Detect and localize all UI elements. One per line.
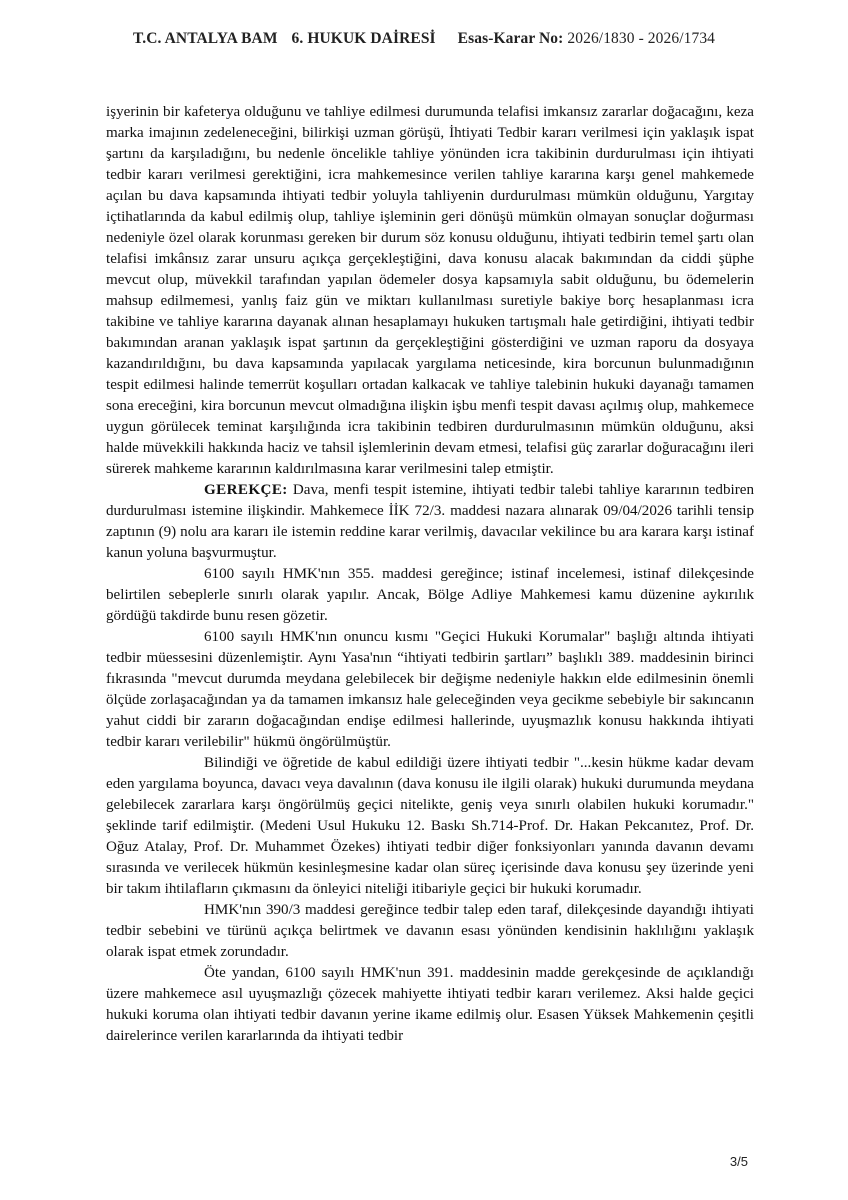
page-number: 3/5 xyxy=(729,1154,748,1169)
paragraph-5: Bilindiği ve öğretide de kabul edildiği üzere ihtiyati tedbir "...kesin hükme kadar devam eden yargılama boyunca, davacı veya davalının (dava konusu ile ilgili olarak) hukuki durumunda meydana gelebilecek zararlara karşı öngörülmüş geçici nitelikte, geniş veya sınırlı olabilen hukuki korumadır." şeklinde tarif edilmiştir. (Medeni Usul Hukuku 12. Baskı Sh.714-Prof. Dr. Hakan Pekcanıtez, Prof. Dr. Oğuz Atalay, Prof. Dr. Muhammet Özekes) ihtiyati tedbir diğer fonksiyonları yanında davanın devamı sırasında ve verilecek hükmün kesinleşmesine kadar olan süreç içerisinde dava konusu şey üzerinde yeni bir takım ihtilafların çıkmasını da önleyici niteliği itibariyle geçici bir hukuki korumadır. xyxy=(106,755,754,897)
document-header xyxy=(0,30,848,48)
case-label: Esas-Karar No: xyxy=(457,30,564,47)
paragraph-1: işyerinin bir kafeterya olduğunu ve tahliye edilmesi durumunda telafisi imkansız zararlar doğacağını, keza marka imajının zedeleneceğini, bilirkişi uzman görüşü, İhtiyati Tedbir kararı verilmesi için yaklaşık ispat şartını da karşıladığını, bu nedenle öncelikle tahliye yönünden icra takibinin durdurulması için ihtiyati tedbir kararı verilmesi gerektiğini, icra mahkemesince verilen tahliye kararına karşı genel mahkemede açılan bu dava kapsamında ihtiyati tedbir yoluyla tahliyenin durdurulması mümkün olduğunu, Yargıtay içtihatlarında da kabul edilmiş olup, tahliye işleminin geri dönüşü mümkün olmayan sonuçlar doğurması nedeniyle özel olarak korunması gereken bir durum söz konusu olduğunu, ihtiyati tedbirin temel şartı olan telafisi imkânsız zarar unsuru açıkça gerçekleştiğini, dava konusu alacak bakımından da ciddi şüphe mevcut olup, müvekkil tarafından yapılan ödemeler dosya kapsamıyla sabit olduğunu, bu ödemelerin mahsup edilmemesi, yanlış faiz gün ve miktarı kullanılması suretiyle bakiye borç hesaplanması icra takibine ve tahliye kararına dayanak alınan hesaplamayı hukuken tartışmalı hale getirdiğini, ihtiyati tedbir bakımından aranan yaklaşık ispat şartının da gerçekleştiğini gösterdiğini ve uzman raporu da dosyaya kazandırıldığını, bu dava kapsamında yapılacak yargılama neticesinde, kira borcunun bulunmadığının tespit edilmesi halinde temerrüt koşulları ortadan kalkacak ve tahliye talebinin hukuki dayanağı tamamen sona ereceğini, kira borcunun mevcut olmadığına ilişkin işbu menfi tespit davası açılmış olup, mahkemece uygun görülecek teminat karşılığında icra takibinin tedbiren durdurulmasının mümkün olduğunu, aksi halde müvekkili hakkında haciz ve tahsil işlemlerinin devam etmesi, telafisi güç zararlar doğuracağını ileri sürerek mahkeme kararının kaldırılmasına karar verilmesini talep etmiştir. xyxy=(106,104,754,477)
court-name: T.C. ANTALYA BAM xyxy=(132,30,278,47)
gerekce-heading: GEREKÇE: xyxy=(204,482,288,498)
case-number: 2026/1830 - 2026/1734 xyxy=(567,30,716,47)
paragraph-4: 6100 sayılı HMK'nın onuncu kısmı "Geçici Hukuki Korumalar" başlığı altında ihtiyati tedbir müessesini düzenlemiştir. Aynı Yasa'nın “ihtiyati tedbirin şartları” başlıklı 389. maddesinin birinci fıkrasında "mevcut durumda meydana gelebilecek bir değişme nedeniyle hakkın elde edilmesinin önemli ölçüde zorlaşacağından ya da tamamen imkansız hale geleceğinden veya gecikme sebebiyle bir sakıncanın yahut ciddi bir zararın doğacağından endişe edilmesi hallerinde, uyuşmazlık konusu hakkında ihtiyati tedbir kararı verilebilir" hükmü öngörülmüştür. xyxy=(106,629,754,750)
paragraph-3: 6100 sayılı HMK'nın 355. maddesi gereğince; istinaf incelemesi, istinaf dilekçesinde belirtilen sebeplerle sınırlı olarak yapılır. Ancak, Bölge Adliye Mahkemesi kamu düzenine aykırılık gördüğü takdirde bunu resen gözetir. xyxy=(106,566,754,624)
paragraph-gerekce xyxy=(106,480,754,564)
paragraph-7: Öte yandan, 6100 sayılı HMK'nun 391. maddesinin madde gerekçesinde de açıklandığı üzere mahkemece asıl uyuşmazlığı çözecek mahiyette ihtiyati tedbir kararı verilemez. Aksi halde geçici hukuki koruma olan ihtiyati tedbir davanın yerine ikame edilmiş olur. Esasen Yüksek Mahkemenin çeşitli dairelerince verilen kararlarında da ihtiyati tedbir xyxy=(106,965,754,1044)
chamber-name: 6. HUKUK DAİRESİ xyxy=(291,30,436,47)
paragraph-6: HMK'nın 390/3 maddesi gereğince tedbir talep eden taraf, dilekçesinde dayandığı ihtiyati tedbir sebebini ve türünü açıkça belirtmek ve davanın esası yönünden kendisinin haklılığını yaklaşık olarak ispat etmek zorundadır. xyxy=(106,902,754,960)
gerekce-text: Dava, menfi tespit istemine, ihtiyati tedbir talebi tahliye kararının tedbiren durdurulması istemine ilişkindir. Mahkemece İİK 72/3. maddesi nazara alınarak 09/04/2026 tarihli tensip zaptının (9) nolu ara kararı ile istemin reddine karar verilmiş, davacılar vekilince bu ara karara karşı istinaf kanun yoluna başvurmuştur. xyxy=(106,482,754,561)
document-body xyxy=(106,102,754,1047)
